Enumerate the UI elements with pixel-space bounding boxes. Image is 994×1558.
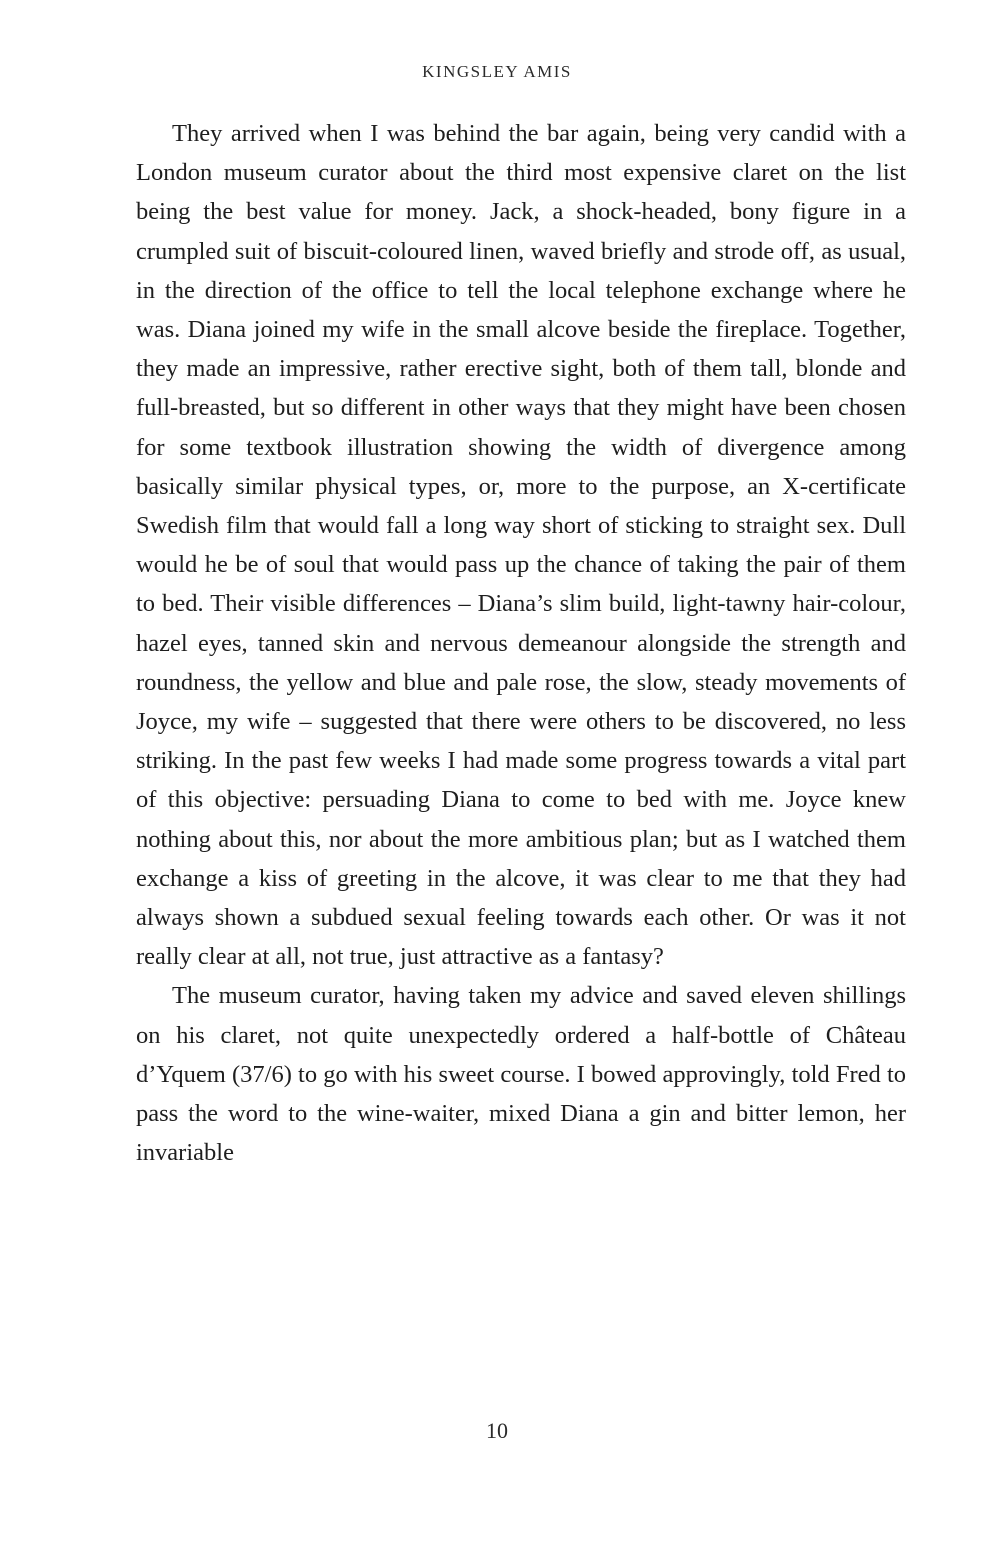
running-head: KINGSLEY AMIS <box>422 62 572 81</box>
body-text <box>136 114 906 1172</box>
paragraph: The museum curator, having taken my advice and saved eleven shillings on his claret, not quite unexpectedly ordered a half-bottle of Château d’Yquem (37/6) to go with his sweet course. I bowed approvingly, told Fred to pass the word to the wine-waiter, mixed Diana a gin and bitter lemon, her invariable <box>136 982 906 1167</box>
paragraph: They arrived when I was behind the bar again, being very candid with a London museum curator about the third most expensive claret on the list being the best value for money. Jack, a shock-headed, bony figure in a crumpled suit of biscuit-coloured linen, waved briefly and strode off, as usual, in the direction of the office to tell the local telephone exchange where he was. Diana joined my wife in the small alcove beside the fireplace. Together, they made an impressive, rather erective sight, both of them tall, blonde and full-breasted, but so different in other ways that they might have been chosen for some textbook illustration showing the width of divergence among basically similar physical types, or, more to the purpose, an X-certificate Swedish film that would fall a long way short of sticking to straight sex. Dull would he be of soul that would pass up the chance of taking the pair of them to bed. Their visible differences – Diana’s slim build, light-tawny hair-colour, hazel eyes, tanned skin and nervous demeanour alongside the strength and roundness, the yellow and blue and pale rose, the slow, steady movements of Joyce, my wife – suggested that there were others to be discovered, no less striking. In the past few weeks I had made some progress towards a vital part of this objective: persuading Diana to come to bed with me. Joyce knew nothing about this, nor about the more ambitious plan; but as I watched them exchange a kiss of greeting in the alcove, it was clear to me that they had always shown a subdued sexual feeling towards each other. Or was it not really clear at all, not true, just attractive as a fantasy? <box>136 120 906 971</box>
page-number: 10 <box>486 1418 508 1443</box>
